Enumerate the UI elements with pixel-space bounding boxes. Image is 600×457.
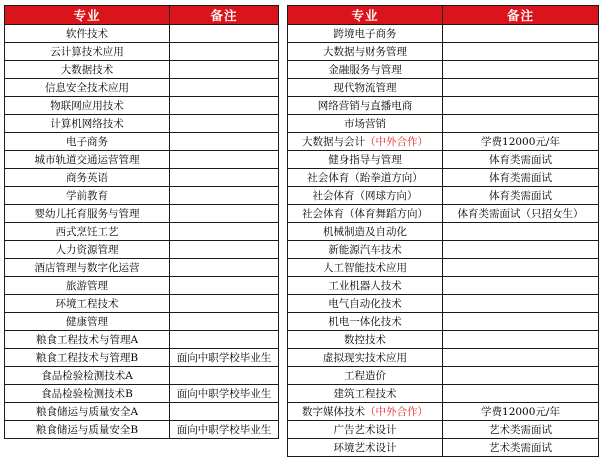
major-name: 学前教育 xyxy=(66,190,108,202)
majors-table-right xyxy=(287,5,599,457)
major-name: 物联网应用技术 xyxy=(50,100,124,112)
major-name: 食品检验检测技术B xyxy=(41,388,133,400)
table-row xyxy=(288,277,599,295)
note-cell xyxy=(170,169,279,187)
major-name: 旅游管理 xyxy=(66,280,108,292)
major-name: 计算机网络技术 xyxy=(50,118,124,130)
note-cell: 面向中职学校毕业生 xyxy=(170,421,279,439)
major-name: 环境工程技术 xyxy=(55,298,119,310)
major-name: 大数据与会计 xyxy=(302,136,365,148)
note-cell xyxy=(170,43,279,61)
note-cell xyxy=(443,97,599,115)
table-row xyxy=(5,403,279,421)
major-name: 新能源汽车技术 xyxy=(328,244,402,256)
major-name: 食品检验检测技术A xyxy=(41,370,133,382)
major-cell xyxy=(5,385,170,403)
major-cell xyxy=(5,61,170,79)
table-header-row xyxy=(5,6,279,25)
note-cell xyxy=(443,223,599,241)
table-row xyxy=(288,205,599,223)
major-name: 大数据与财务管理 xyxy=(323,46,407,58)
major-name: 健康管理 xyxy=(66,316,108,328)
table-row xyxy=(288,241,599,259)
note-cell: 艺术类需面试 xyxy=(443,439,599,457)
major-cell xyxy=(288,61,443,79)
note-cell: 体育类需面试（只招女生） xyxy=(443,205,599,223)
major-name: 数字媒体技术 xyxy=(302,406,365,418)
major-cell xyxy=(5,241,170,259)
note-cell xyxy=(170,25,279,43)
note-cell xyxy=(170,205,279,223)
major-cell xyxy=(5,25,170,43)
table-row xyxy=(5,241,279,259)
major-cell xyxy=(5,205,170,223)
note-cell xyxy=(443,241,599,259)
note-cell xyxy=(443,43,599,61)
table-row xyxy=(288,151,599,169)
major-name: 城市轨道交通运营管理 xyxy=(34,154,140,166)
major-name: 西式烹饪工艺 xyxy=(55,226,119,238)
major-name: 粮食储运与质量安全A xyxy=(35,406,139,418)
note-cell xyxy=(170,295,279,313)
note-cell: 学费12000元/年 xyxy=(443,403,599,421)
note-cell xyxy=(443,367,599,385)
note-cell xyxy=(443,259,599,277)
note-cell xyxy=(170,133,279,151)
major-cell xyxy=(288,187,443,205)
note-cell xyxy=(170,241,279,259)
table-row xyxy=(288,115,599,133)
major-name: 数控技术 xyxy=(344,334,386,346)
note-cell xyxy=(443,115,599,133)
note-cell xyxy=(443,313,599,331)
table-row xyxy=(5,385,279,403)
note-cell xyxy=(443,349,599,367)
major-cell xyxy=(5,277,170,295)
major-name: 金融服务与管理 xyxy=(328,64,402,76)
major-name: 婴幼儿托育服务与管理 xyxy=(34,208,140,220)
major-cell xyxy=(288,205,443,223)
table-row xyxy=(5,313,279,331)
major-name: 工程造价 xyxy=(344,370,386,382)
table-row xyxy=(5,169,279,187)
table-row xyxy=(288,97,599,115)
note-cell xyxy=(170,97,279,115)
major-cell xyxy=(5,151,170,169)
major-name: 健身指导与管理 xyxy=(328,154,402,166)
table-header-row xyxy=(288,6,599,25)
note-cell: 面向中职学校毕业生 xyxy=(170,349,279,367)
major-cell xyxy=(288,349,443,367)
major-name: 人力资源管理 xyxy=(55,244,119,256)
major-cell xyxy=(288,295,443,313)
major-name: 社会体育（跆拳道方向） xyxy=(307,172,423,184)
note-cell xyxy=(170,259,279,277)
note-cell xyxy=(443,331,599,349)
note-cell xyxy=(170,151,279,169)
major-cell xyxy=(288,133,443,151)
table-row xyxy=(5,295,279,313)
major-name: 环境艺术设计 xyxy=(333,442,397,454)
cooperation-tag: （中外合作） xyxy=(365,406,428,418)
major-cell xyxy=(288,25,443,43)
major-name: 机电一体化技术 xyxy=(328,316,402,328)
major-cell xyxy=(288,313,443,331)
note-cell xyxy=(170,277,279,295)
note-cell: 面向中职学校毕业生 xyxy=(170,385,279,403)
note-cell xyxy=(170,223,279,241)
table-row xyxy=(5,367,279,385)
table-row xyxy=(288,187,599,205)
table-row xyxy=(5,187,279,205)
table-row xyxy=(288,133,599,151)
table-row xyxy=(5,151,279,169)
table-row xyxy=(5,223,279,241)
major-name: 广告艺术设计 xyxy=(333,424,397,436)
major-cell xyxy=(288,151,443,169)
header-major: 专业 xyxy=(288,6,443,25)
table-row xyxy=(5,115,279,133)
major-cell xyxy=(288,43,443,61)
note-cell xyxy=(170,313,279,331)
major-cell xyxy=(5,187,170,205)
major-name: 粮食工程技术与管理B xyxy=(35,352,139,364)
note-cell xyxy=(443,25,599,43)
major-cell xyxy=(5,313,170,331)
major-name: 商务英语 xyxy=(66,172,108,184)
major-cell xyxy=(288,331,443,349)
major-cell xyxy=(5,349,170,367)
major-name: 电子商务 xyxy=(66,136,108,148)
table-row xyxy=(288,421,599,439)
header-note: 备注 xyxy=(443,6,599,25)
major-name: 工业机器人技术 xyxy=(328,280,402,292)
table-row xyxy=(288,25,599,43)
note-cell xyxy=(170,403,279,421)
table-row xyxy=(5,25,279,43)
table-row xyxy=(5,259,279,277)
table-row xyxy=(288,385,599,403)
table-row xyxy=(5,43,279,61)
note-cell: 艺术类需面试 xyxy=(443,421,599,439)
majors-table-left xyxy=(4,5,279,439)
table-row xyxy=(288,169,599,187)
major-cell xyxy=(5,97,170,115)
note-cell xyxy=(170,331,279,349)
note-cell: 体育类需面试 xyxy=(443,169,599,187)
table-row xyxy=(288,367,599,385)
note-cell xyxy=(170,187,279,205)
table-row xyxy=(5,331,279,349)
note-cell xyxy=(443,61,599,79)
table-row xyxy=(288,61,599,79)
major-cell xyxy=(288,277,443,295)
major-cell xyxy=(288,403,443,421)
major-cell xyxy=(288,439,443,457)
table-row xyxy=(288,403,599,421)
major-cell xyxy=(5,133,170,151)
note-cell: 体育类需面试 xyxy=(443,151,599,169)
major-name: 现代物流管理 xyxy=(333,82,397,94)
table-row xyxy=(5,349,279,367)
table-row xyxy=(5,205,279,223)
note-cell xyxy=(443,385,599,403)
major-cell xyxy=(288,259,443,277)
major-cell xyxy=(288,241,443,259)
major-cell xyxy=(5,43,170,61)
table-row xyxy=(5,277,279,295)
major-name: 社会体育（体育舞蹈方向） xyxy=(302,208,428,220)
note-cell: 体育类需面试 xyxy=(443,187,599,205)
major-name: 社会体育（网球方向） xyxy=(312,190,418,202)
major-name: 人工智能技术应用 xyxy=(323,262,407,274)
right-table-body xyxy=(288,25,599,457)
table-row xyxy=(5,133,279,151)
major-name: 电气自动化技术 xyxy=(328,298,402,310)
table-row xyxy=(288,349,599,367)
table-row xyxy=(5,61,279,79)
major-name: 粮食储运与质量安全B xyxy=(35,424,139,436)
header-major: 专业 xyxy=(5,6,170,25)
major-cell xyxy=(5,367,170,385)
major-cell xyxy=(288,223,443,241)
major-cell xyxy=(288,79,443,97)
major-name: 粮食工程技术与管理A xyxy=(35,334,139,346)
header-note: 备注 xyxy=(170,6,279,25)
table-row xyxy=(5,79,279,97)
major-name: 云计算技术应用 xyxy=(50,46,124,58)
table-row xyxy=(288,313,599,331)
major-name: 软件技术 xyxy=(66,28,108,40)
note-cell: 学费12000元/年 xyxy=(443,133,599,151)
major-cell xyxy=(288,367,443,385)
major-cell xyxy=(5,421,170,439)
table-row xyxy=(288,259,599,277)
major-name: 市场营销 xyxy=(344,118,386,130)
major-cell xyxy=(5,295,170,313)
major-cell xyxy=(5,223,170,241)
major-name: 虚拟现实技术应用 xyxy=(323,352,407,364)
major-cell xyxy=(288,421,443,439)
note-cell xyxy=(443,295,599,313)
major-cell xyxy=(5,259,170,277)
major-cell xyxy=(5,169,170,187)
table-row xyxy=(288,439,599,457)
table-row xyxy=(288,79,599,97)
major-name: 信息安全技术应用 xyxy=(45,82,129,94)
major-name: 建筑工程技术 xyxy=(333,388,397,400)
major-cell xyxy=(288,115,443,133)
note-cell xyxy=(443,79,599,97)
table-row xyxy=(288,295,599,313)
major-cell xyxy=(288,385,443,403)
note-cell xyxy=(170,367,279,385)
major-name: 机械制造及自动化 xyxy=(323,226,407,238)
major-cell xyxy=(5,79,170,97)
major-cell xyxy=(5,403,170,421)
table-row xyxy=(288,331,599,349)
major-name: 酒店管理与数字化运营 xyxy=(34,262,140,274)
table-row xyxy=(5,97,279,115)
major-name: 大数据技术 xyxy=(60,64,114,76)
major-cell xyxy=(288,169,443,187)
cooperation-tag: （中外合作） xyxy=(365,136,428,148)
table-row xyxy=(5,421,279,439)
note-cell xyxy=(170,79,279,97)
note-cell xyxy=(170,115,279,133)
table-row xyxy=(288,43,599,61)
major-name: 跨境电子商务 xyxy=(333,28,397,40)
major-cell xyxy=(288,97,443,115)
major-cell xyxy=(5,115,170,133)
major-name: 网络营销与直播电商 xyxy=(317,100,413,112)
note-cell xyxy=(170,61,279,79)
table-row xyxy=(288,223,599,241)
left-table-body xyxy=(5,25,279,439)
major-cell xyxy=(5,331,170,349)
note-cell xyxy=(443,277,599,295)
